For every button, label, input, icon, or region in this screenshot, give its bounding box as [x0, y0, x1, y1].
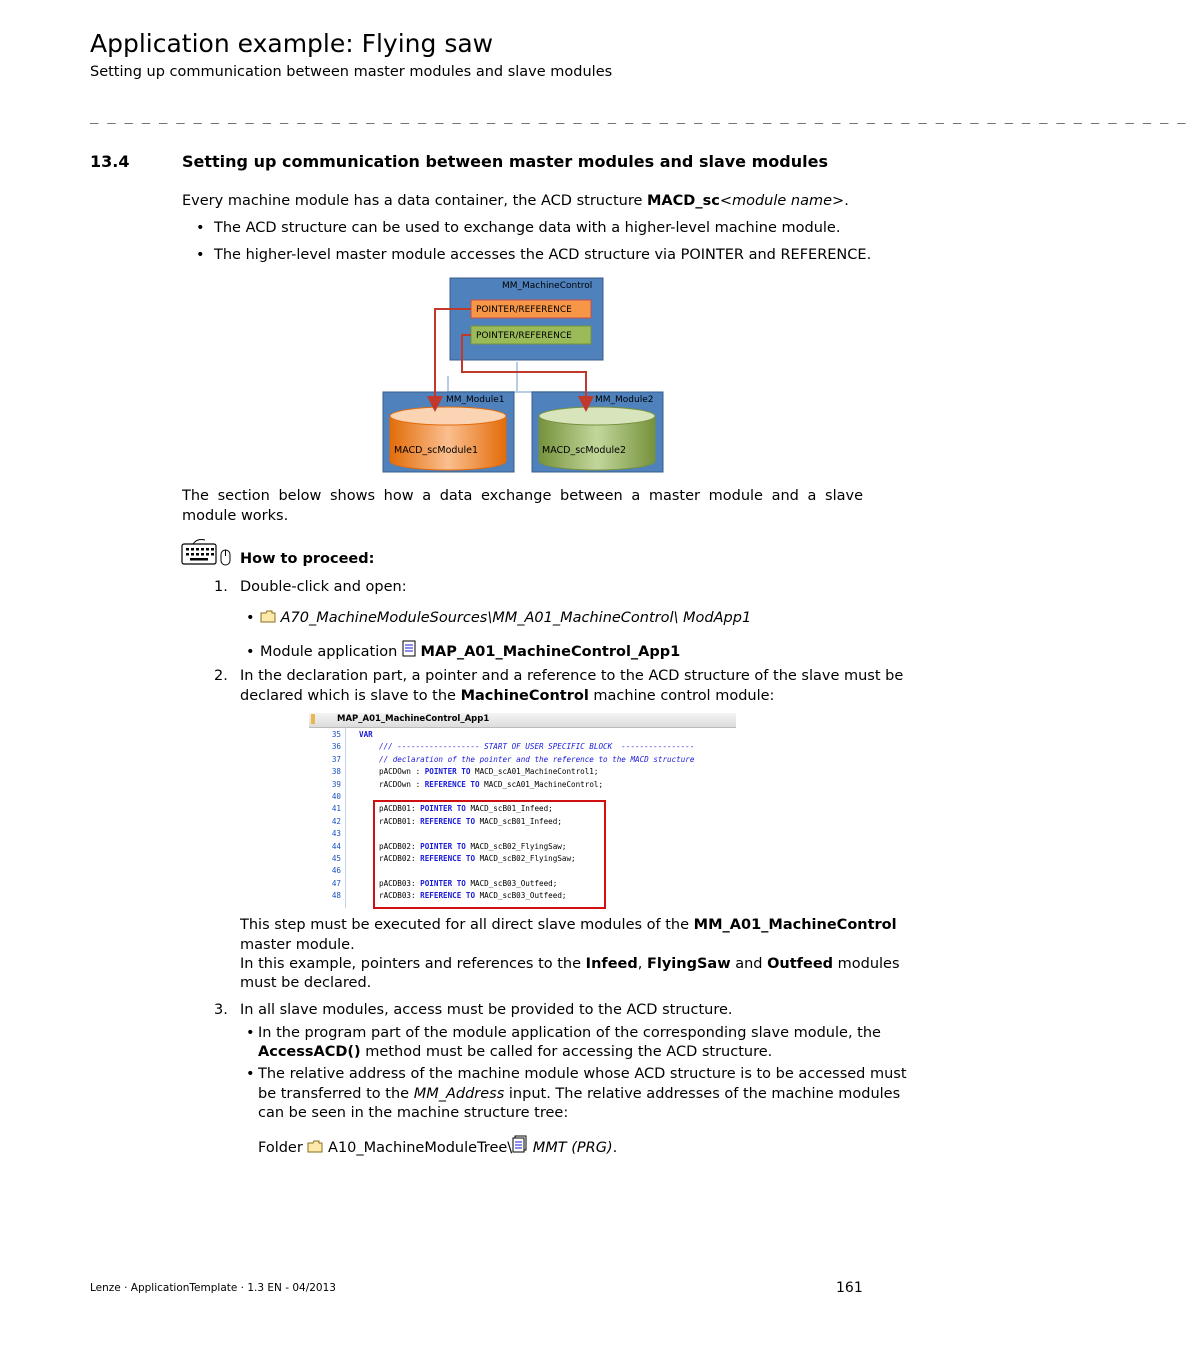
step-2-note-line1	[240, 916, 897, 936]
document-icon	[402, 640, 416, 657]
app-prefix: Module application	[260, 644, 402, 660]
step-3-b2-line2: be transferred to the MM_Address input. The relative addresses of the machine modules	[258, 1086, 901, 1102]
step-3-b1-line2: AccessACD() method must be called for accessing the ACD structure.	[258, 1044, 773, 1060]
module2-label: MM_Module2	[595, 395, 654, 405]
folder-path: A70_MachineModuleSources\MM_A01_MachineControl\ ModApp1	[280, 610, 752, 626]
step-2-note-line4: must be declared.	[240, 975, 372, 991]
folder-path-line	[258, 1135, 617, 1159]
folder-prefix: Folder	[258, 1140, 308, 1156]
module1-label: MM_Module1	[446, 395, 505, 405]
footer-document-info: Lenze · ApplicationTemplate · 1.3 EN - 04/2013	[90, 1282, 336, 1294]
step-1-app-item: • Module application MAP_A01_MachineControl_App1	[246, 640, 680, 663]
cylinder-1-label: MACD_scModule1	[394, 445, 478, 456]
intro-end: .	[844, 193, 849, 209]
code-line: /// ------------------ START OF USER SPECIFIC BLOCK ----------------	[379, 742, 695, 752]
description-paragraph: The section below shows how a data exchange between a master module and a slave module works.	[182, 488, 863, 524]
folder-icon	[307, 1140, 323, 1153]
step-3-b1-line1: In the program part of the module application of the corresponding slave module, the	[258, 1025, 881, 1041]
page-number: 161	[836, 1280, 863, 1296]
program-name: MMT (PRG)	[532, 1140, 613, 1156]
text: .	[612, 1140, 618, 1156]
step-2-line2	[240, 687, 774, 707]
header-separator: _ _ _ _ _ _ _ _ _ _ _ _ _ _ _ _ _ _ _ _ _ _ _ _ _ _ _ _ _ _ _ _ _ _ _ _ _ _ _ _ _ _ _ _ _ _ _ _ _ _ _ _ _ _ _ _ _ _ _ _ _ _ _ _	[90, 108, 1186, 124]
step-3-bullet-dot: •	[246, 1066, 255, 1082]
keyboard-mouse-icon	[181, 538, 233, 568]
intro-bold: MACD_sc	[647, 193, 720, 209]
step-3-number: 3.	[214, 1002, 228, 1018]
step-3-b2-line1: The relative address of the machine module whose ACD structure is to be accessed must	[258, 1066, 907, 1082]
code-line: VAR	[359, 730, 373, 739]
line-number-gutter	[309, 728, 346, 908]
acd-structure-diagram	[380, 276, 666, 476]
page-title: Application example: Flying saw	[90, 29, 494, 58]
step-3-text: In all slave modules, access must be provided to the ACD structure.	[240, 1002, 733, 1018]
step-1-path-item: • A70_MachineModuleSources\MM_A01_MachineControl\ ModApp1	[246, 610, 752, 626]
folder-name: A10_MachineModuleTree\	[328, 1140, 513, 1156]
pointer-label-2: POINTER/REFERENCE	[476, 331, 572, 341]
acd-cylinder-2	[539, 407, 655, 470]
code-editor-screenshot	[309, 713, 736, 908]
step-3-bullet-dot: •	[246, 1025, 255, 1041]
app-name: MAP_A01_MachineControl_App1	[420, 644, 681, 660]
step-1-text: Double-click and open:	[240, 579, 407, 595]
step-2-note-line2: master module.	[240, 937, 355, 953]
tree-connector	[448, 362, 586, 392]
step-2-number: 2.	[214, 668, 228, 684]
code-highlight-box	[373, 800, 606, 909]
acd-cylinder-1	[390, 407, 506, 470]
cylinder-2-label: MACD_scModule2	[542, 445, 626, 456]
text: declared which is slave to the	[240, 688, 461, 704]
pointer-label-1: POINTER/REFERENCE	[476, 305, 572, 315]
program-icon	[512, 1135, 528, 1153]
line-numbers: 35 36 37 38 39 40 41 42 43 44 45 46 47 48	[331, 730, 341, 901]
text: This step must be executed for all direct slave modules of the	[240, 917, 694, 933]
intro-paragraph	[182, 192, 849, 212]
step-2-line1: In the declaration part, a pointer and a reference to the ACD structure of the slave must be	[240, 668, 904, 684]
bullet-item: • The higher-level master module accesses the ACD structure via POINTER and REFERENCE.	[196, 247, 872, 263]
bullet-item: • The ACD structure can be used to exchange data with a higher-level machine module.	[196, 220, 841, 236]
bold-text: MachineControl	[460, 688, 589, 704]
step-1-number: 1.	[214, 579, 228, 595]
editor-tab-title: MAP_A01_MachineControl_App1	[337, 714, 490, 724]
section-number: 13.4	[90, 152, 130, 171]
master-module-label: MM_MachineControl	[502, 281, 593, 291]
text: machine control module:	[588, 688, 775, 704]
page-subtitle: Setting up communication between master modules and slave modules	[90, 64, 613, 80]
how-to-heading: How to proceed:	[240, 551, 375, 567]
intro-text: Every machine module has a data container, the ACD structure	[182, 193, 647, 209]
bold-text: MM_A01_MachineControl	[693, 917, 897, 933]
tab-icon	[311, 714, 315, 724]
folder-icon	[260, 610, 276, 623]
intro-italic: <module name>	[719, 193, 845, 209]
code-body: VAR /// ------------------ START OF USER SPECIFIC BLOCK ---------------- // declaration of the pointer and the reference to the MACD structure pACDOwn : POINTER TO MACD_scA01_MachineControl1; rACDOwn : REFERENCE TO MACD_scA01_MachineControl; pACDB01: POINTER TO MACD_scB01_Infeed; rACDB01: REFERENCE TO MACD_scB01_Infeed; pACDB02: POINTER TO MACD_scB02_FlyingSaw; rACDB02: REFERENCE TO MACD_scB02_FlyingSaw; pACDB03: POINTER TO MACD_scB03_Outfeed; rACDB03: REFERENCE TO MACD_scB03_Outfeed;	[359, 730, 695, 901]
bullet-text: The ACD structure can be used to exchange data with a higher-level machine module.	[214, 220, 841, 236]
code-line: // declaration of the pointer and the reference to the MACD structure	[379, 754, 695, 764]
editor-tab-bar	[309, 713, 736, 728]
bullet-text: The higher-level master module accesses the ACD structure via POINTER and REFERENCE.	[214, 247, 872, 263]
step-3-b2-line3: can be seen in the machine structure tree:	[258, 1105, 569, 1121]
section-title: Setting up communication between master modules and slave modules	[182, 152, 828, 171]
step-2-note-line3: In this example, pointers and references to the Infeed, FlyingSaw and Outfeed modules	[240, 956, 900, 972]
